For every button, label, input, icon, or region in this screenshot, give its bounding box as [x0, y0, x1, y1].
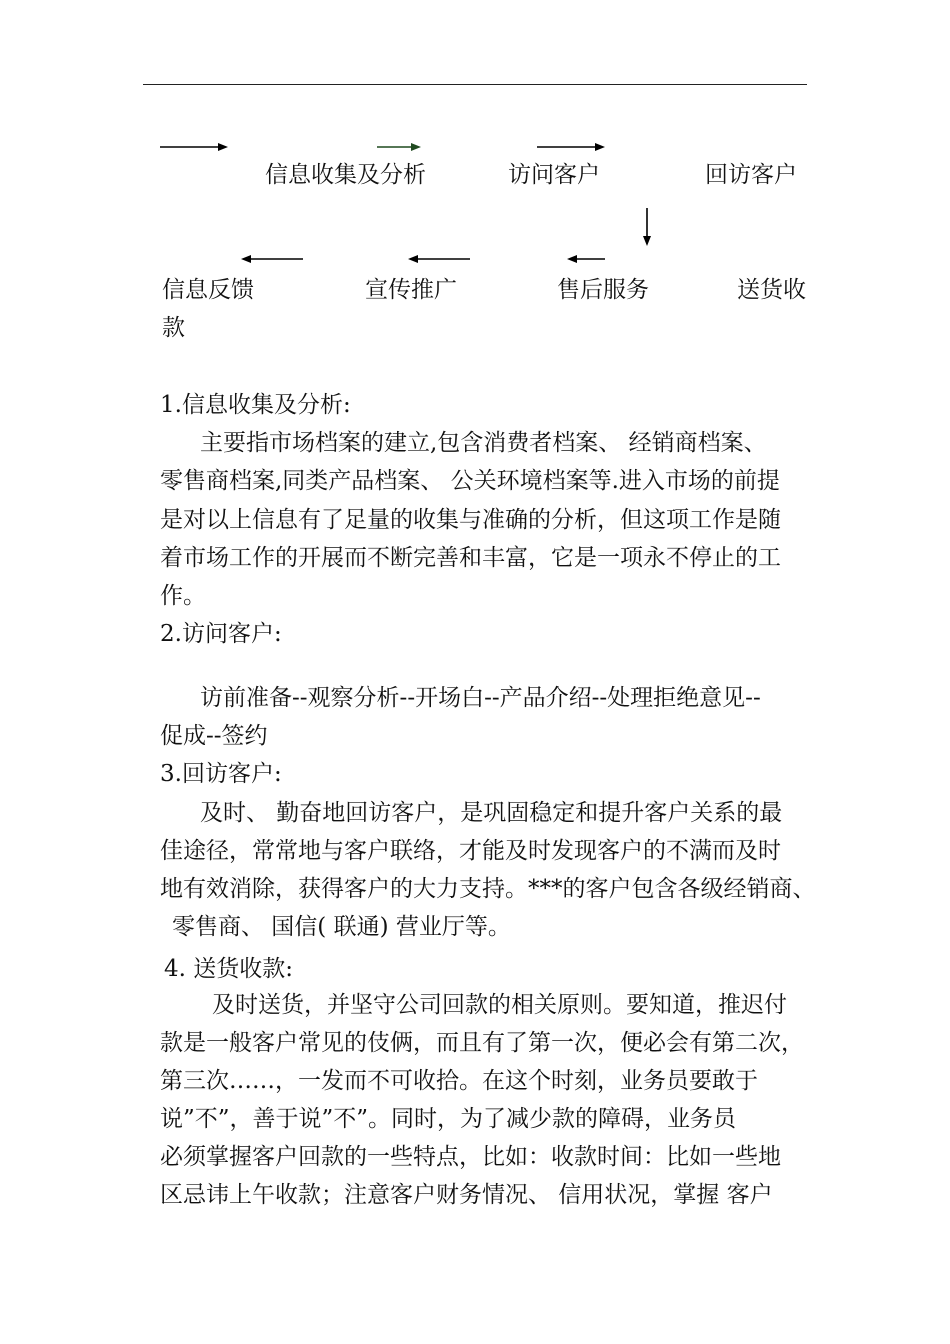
flow-step-revisit-client: 回访客户	[705, 162, 797, 188]
paragraph-line: 主要指市场档案的建立,包含消费者档案、 经销商档案、	[200, 430, 767, 456]
paragraph-line: 必须掌握客户回款的一些特点，比如：收款时间：比如一些地	[160, 1144, 781, 1170]
paragraph-line: 促成--签约	[160, 723, 268, 749]
paragraph-line: 款是一般客户常见的伎俩，而且有了第一次，便必会有第二次，	[160, 1030, 804, 1056]
flow-step-after-sales: 售后服务	[557, 277, 649, 303]
paragraph-line: 及时、 勤奋地回访客户，是巩固稳定和提升客户关系的最	[200, 800, 783, 826]
section-heading: 2.访问客户:	[160, 621, 282, 647]
section-heading: 4. 送货收款:	[164, 956, 294, 982]
flow-step-visit-client: 访问客户	[508, 162, 600, 188]
paragraph-line: 是对以上信息有了足量的收集与准确的分析，但这项工作是随	[160, 507, 781, 533]
flow-step-delivery: 送货收	[737, 277, 806, 303]
flow-step-delivery-wrap: 款	[162, 315, 185, 341]
paragraph-line: 第三次……，一发而不可收拾。在这个时刻，业务员要敢于	[160, 1068, 758, 1094]
paragraph-line: 佳途径，常常地与客户联络，才能及时发现客户的不满而及时	[160, 838, 781, 864]
section-heading: 3.回访客户:	[160, 761, 282, 787]
document-body	[160, 0, 840, 1344]
flow-step-promotion: 宣传推广	[365, 277, 457, 303]
paragraph-line: 访前准备--观察分析--开场白--产品介绍--处理拒绝意见--	[200, 685, 761, 711]
paragraph-line: 及时送货，并坚守公司回款的相关原则。要知道，推迟付	[212, 992, 787, 1018]
paragraph-line: 地有效消除，获得客户的大力支持。***的客户包含各级经销商、	[160, 876, 816, 902]
flow-step-feedback: 信息反馈	[162, 277, 254, 303]
paragraph-line: 说”不”，善于说”不”。同时，为了减少款的障碍，业务员	[160, 1106, 737, 1132]
paragraph-line: 零售商档案,同类产品档案、 公关环境档案等.进入市场的前提	[160, 468, 780, 494]
flow-step-info-collection: 信息收集及分析	[265, 162, 426, 188]
paragraph-line: 着市场工作的开展而不断完善和丰富，它是一项永不停止的工	[160, 545, 781, 571]
paragraph-line: 作。	[160, 583, 206, 609]
section-heading: 1.信息收集及分析:	[160, 392, 351, 418]
paragraph-line: 零售商、 国信( 联通) 营业厅等。	[172, 914, 511, 940]
paragraph-line: 区忌讳上午收款；注意客户财务情况、 信用状况，掌握 客户	[160, 1182, 773, 1208]
